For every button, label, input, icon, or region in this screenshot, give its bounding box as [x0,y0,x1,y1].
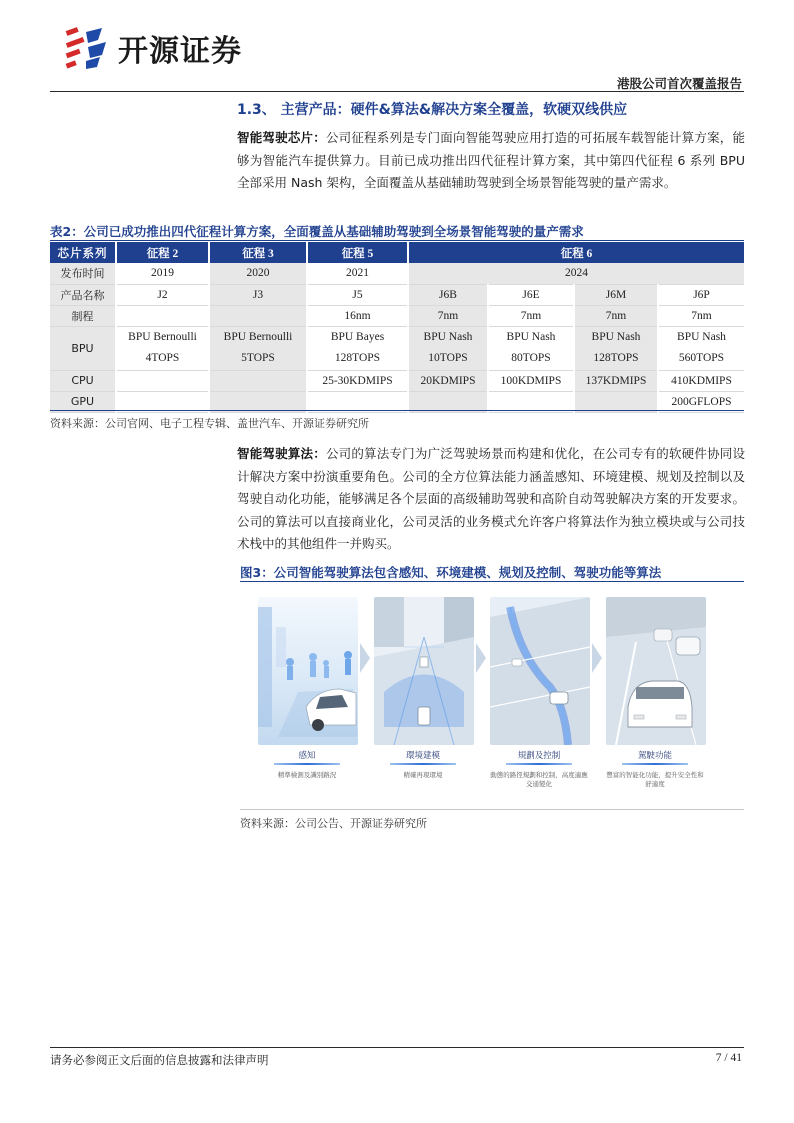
header-j6: 征程 6 [408,242,744,263]
cell-product-j6b: J6B [408,284,488,305]
cell-cpu-j6b: 20KDMIPS [408,370,488,391]
chevron-right-icon [360,643,370,673]
algorithm-paragraph-text: 公司的算法专门为广泛驾驶场景而构建和优化，在公司专有的软硬件协同设计解决方案中扮演重要角色。公司的全方位算法能力涵盖感知、环境建模、规划及控制以及驾驶自动化功能，能够满足各个层面的高级辅助驾驶和高阶自动驾驶解决方案的开发要求。公司的算法可以直接商业化，公司灵活的业务模式允许客户将算法作为独立模块或与公司技术栈中的其他组件一并购买。 [237,446,745,551]
cell-gpu-j6b [408,391,488,412]
chip-paragraph [237,127,745,195]
cell-gpu-j5 [307,391,408,412]
perception-illustration [258,597,358,745]
cell-product-j3: J3 [209,284,307,305]
cell-bpu-j6b-arch: BPU Nash [423,331,473,343]
table-row-cpu [50,370,744,391]
cell-product-j2: J2 [116,284,209,305]
cell-process-j6p: 7nm [658,305,744,326]
panel-environment-underline [390,763,456,765]
cell-product-j5: J5 [307,284,408,305]
cell-bpu-j6m-arch: BPU Nash [591,331,641,343]
header-divider [50,91,744,92]
cell-bpu-j3-arch: BPU Bernoulli [223,331,293,343]
chevron-right-icon [592,643,602,673]
table-bottom-rule [50,410,744,411]
cell-bpu-j3-tops: 5TOPS [241,352,275,364]
cell-cpu-j2 [116,370,209,391]
planning-illustration [490,597,590,745]
report-type: 港股公司首次覆盖报告 [616,76,742,91]
row-label-cpu: CPU [50,370,116,391]
table-title: 表2：公司已成功推出四代征程计算方案，全面覆盖从基础辅助驾驶到全场景智能驾驶的量产需求 [50,224,584,239]
figure-top-rule [240,581,744,582]
cell-bpu-j6p-tops: 560TOPS [678,352,725,364]
company-logo [64,26,242,70]
figure-panel-perception [254,593,360,803]
cell-bpu-j6e [488,326,574,370]
cell-product-j6p: J6P [658,284,744,305]
logo-mark-icon [64,26,110,70]
table-source: 资料来源：公司官网、电子工程专辑、盖世汽车、开源证券研究所 [50,417,369,430]
cell-bpu-j2-arch: BPU Bernoulli [128,331,197,343]
cell-bpu-j3 [209,326,307,370]
cell-release-j2: 2019 [116,263,209,284]
cell-bpu-j6p [658,326,744,370]
panel-driving-underline [622,763,688,765]
cell-process-j6e: 7nm [488,305,574,326]
row-label-bpu: BPU [50,326,116,370]
header-j5: 征程 5 [307,242,408,263]
cell-bpu-j2 [116,326,209,370]
table-row-product [50,284,744,305]
cell-product-j6e: J6E [488,284,574,305]
cell-process-j5: 16nm [307,305,408,326]
figure-panel-planning [486,593,592,803]
panel-planning-label: 規劃及控制 [517,751,561,761]
algorithm-figure [254,593,710,805]
header-chip-series: 芯片系列 [50,242,116,263]
company-name: 开源证券 [118,34,242,69]
cell-release-j5: 2021 [307,263,408,284]
figure-source: 资料来源：公司公告、开源证券研究所 [240,817,427,830]
cell-bpu-j6m [574,326,658,370]
table-row-release [50,263,744,284]
cell-gpu-j6p: 200GFLOPS [658,391,744,412]
driving-illustration [606,597,706,745]
panel-environment-label: 環境建模 [405,751,440,761]
cell-gpu-j2 [116,391,209,412]
chevron-right-icon [476,643,486,673]
cell-bpu-j6m-tops: 128TOPS [593,352,639,364]
cell-cpu-j6p: 410KDMIPS [658,370,744,391]
section-heading: 1.3、 主营产品：硬件&算法&解决方案全覆盖，软硬双线供应 [237,102,628,118]
environment-illustration [374,597,474,745]
footer-disclaimer: 请务必参阅正文后面的信息披露和法律声明 [50,1053,269,1067]
chip-paragraph-text: 公司征程系列是专门面向智能驾驶应用打造的可拓展车载智能计算方案，能够为智能汽车提供算力。目前已成功推出四代征程计算方案，其中第四代征程 6 系列 BPU 全部采用 Nash 架构，全面覆盖从基础辅助驾驶到全场景智能驾驶的量产需求。 [237,130,745,190]
cell-bpu-j6e-tops: 80TOPS [511,352,551,364]
cell-release-j3: 2020 [209,263,307,284]
cell-process-j6b: 7nm [408,305,488,326]
panel-perception-desc: 精準檢測及識別路況 [277,771,337,779]
cell-cpu-j6e: 100KDMIPS [488,370,574,391]
algorithm-paragraph-lead: 智能驾驶算法： [237,446,326,461]
cell-bpu-j5-arch: BPU Bayes [330,331,385,343]
panel-planning-desc: 動態的路徑規劃和控制，高度適應交通變化 [490,771,588,788]
chip-spec-table [50,242,744,413]
panel-driving-desc: 豐富的智能化功能，提升安全性和舒適度 [606,771,704,788]
header-j3: 征程 3 [209,242,307,263]
chip-paragraph-lead: 智能驾驶芯片： [237,130,326,145]
algorithm-paragraph [237,443,745,556]
row-label-release: 发布时间 [50,263,116,284]
figure-panel-driving [602,593,708,803]
figure-title: 图3：公司智能驾驶算法包含感知、环境建模、规划及控制、驾驶功能等算法 [240,565,662,580]
footer-divider [50,1047,744,1048]
cell-gpu-j6m [574,391,658,412]
cell-cpu-j3 [209,370,307,391]
panel-perception-underline [274,763,340,765]
cell-release-j6: 2024 [408,263,744,284]
cell-cpu-j5: 25-30KDMIPS [307,370,408,391]
cell-bpu-j6b-tops: 10TOPS [428,352,468,364]
row-label-process: 制程 [50,305,116,326]
table-row-bpu [50,326,744,370]
cell-bpu-j6e-arch: BPU Nash [506,331,556,343]
cell-bpu-j2-tops: 4TOPS [145,352,180,364]
cell-bpu-j6p-arch: BPU Nash [677,331,726,343]
cell-bpu-j5 [307,326,408,370]
table-row-gpu [50,391,744,412]
table-top-rule [50,240,744,241]
header-j2: 征程 2 [116,242,209,263]
cell-cpu-j6m: 137KDMIPS [574,370,658,391]
cell-bpu-j5-tops: 128TOPS [334,352,381,364]
page-number: 7 / 41 [715,1052,742,1064]
cell-process-j3 [209,305,307,326]
figure-bottom-rule [240,809,744,810]
table-row-process [50,305,744,326]
panel-planning-underline [506,763,572,765]
table-header-row [50,242,744,263]
cell-bpu-j6b [408,326,488,370]
cell-process-j6m: 7nm [574,305,658,326]
cell-process-j2 [116,305,209,326]
panel-environment-desc: 精確再現環境 [403,771,443,779]
cell-gpu-j6e [488,391,574,412]
panel-perception-label: 感知 [298,751,316,761]
cell-gpu-j3 [209,391,307,412]
cell-product-j6m: J6M [574,284,658,305]
panel-driving-label: 駕駛功能 [637,751,672,761]
figure-panel-environment [370,593,476,803]
row-label-product: 产品名称 [50,284,116,305]
row-label-gpu: GPU [50,391,116,412]
